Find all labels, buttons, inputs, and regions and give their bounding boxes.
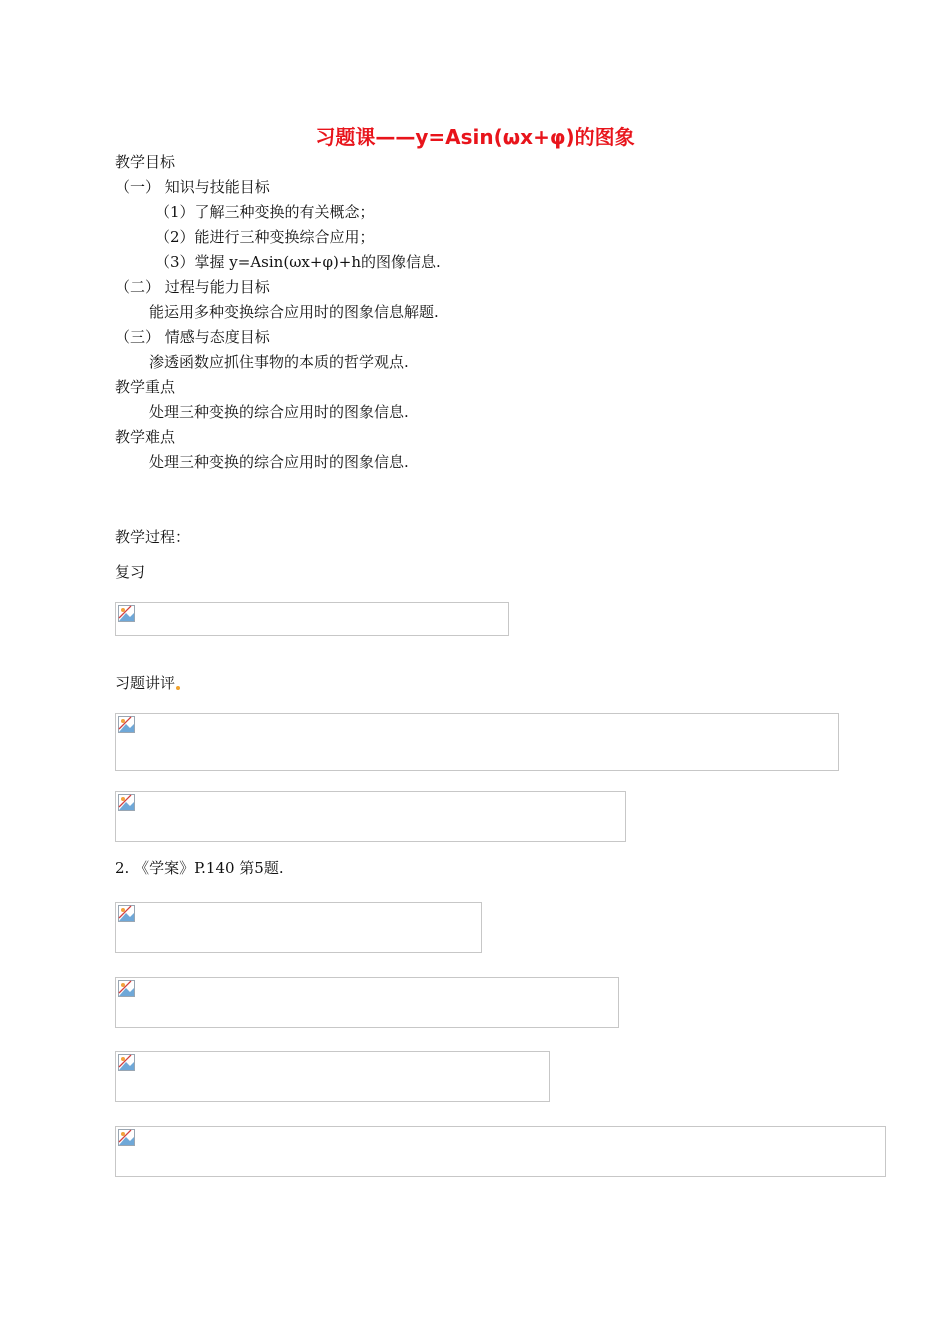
review-image: [115, 602, 509, 636]
broken-image-icon: [118, 716, 135, 733]
objective-item-2: （2）能进行三种变换综合应用；: [155, 228, 375, 246]
key-points-heading: 教学重点: [115, 378, 176, 396]
difficulty-heading: 教学难点: [115, 428, 176, 446]
process-objective-heading: （二） 过程与能力目标: [115, 278, 270, 296]
broken-image-icon: [118, 605, 135, 622]
broken-image-icon: [118, 980, 135, 997]
exercise-image-2: [115, 791, 626, 842]
process-objective-text: 能运用多种变换综合应用时的图象信息解题.: [149, 303, 439, 321]
exercise-heading: 习题讲评: [115, 673, 181, 693]
exercise-item-2: 2. 《学案》P.140 第5题.: [115, 859, 284, 877]
exercise-image-3: [115, 902, 482, 953]
page-title: 习题课——y=Asin(ωx+φ)的图象: [315, 125, 635, 149]
objective-item-1: （1）了解三种变换的有关概念；: [155, 203, 375, 221]
attitude-objective-heading: （三） 情感与态度目标: [115, 328, 270, 346]
broken-image-icon: [118, 1054, 135, 1071]
broken-image-icon: [118, 905, 135, 922]
process-heading: 教学过程：: [115, 528, 191, 546]
broken-image-icon: [118, 1129, 135, 1146]
exercise-image-5: [115, 1051, 550, 1102]
review-heading: 复习: [115, 563, 146, 581]
attitude-objective-text: 渗透函数应抓住事物的本质的哲学观点.: [149, 353, 409, 371]
exercise-image-1: [115, 713, 839, 771]
exercise-image-4: [115, 977, 619, 1028]
knowledge-objective-heading: （一） 知识与技能目标: [115, 178, 270, 196]
exercise-image-6: [115, 1126, 886, 1177]
difficulty-text: 处理三种变换的综合应用时的图象信息.: [149, 453, 409, 471]
objective-item-3: （3）掌握 y=Asin(ωx+φ)+h的图像信息.: [155, 253, 441, 271]
broken-image-icon: [118, 794, 135, 811]
key-points-text: 处理三种变换的综合应用时的图象信息.: [149, 403, 409, 421]
objectives-heading: 教学目标: [115, 153, 176, 171]
